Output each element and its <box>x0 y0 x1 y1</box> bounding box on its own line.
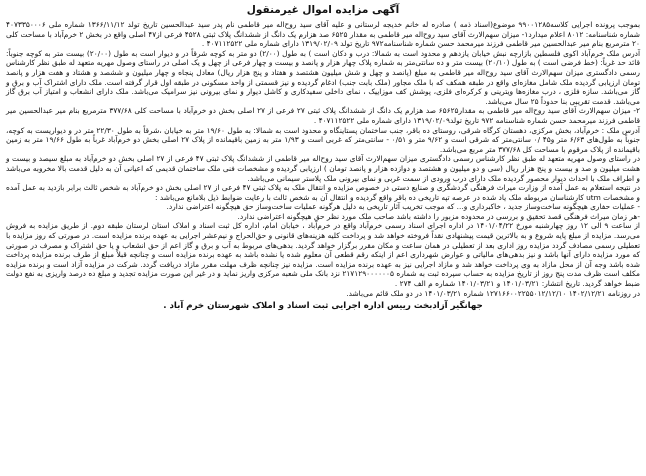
paragraph-4: آدرس ملک : خرم‌آباد، بخش مرکزی، دهستان کرگاه شرقی، روستای ده باقر، جنب ساختمان پستاینگاه و محدود است به شمالا: به طول ۱۹/۶۰ متر به خیابان ،شرقاً به طول ۲۲/۳۰ متر در و دیواریست به کوچه، جنوباً به طول‌های ۶/۶۳ متر و۴۵ /۰ سانتی‌متر که شرقی است و ۹/۶۲ متر و ۰/۵۱ - سانتی‌متر که غربی است و ۱/۹۳ متر به زمین باقیمانده از پلاک ۲۷ اصلی بخش دو خرم‌آباد غرباً به طول ۱۹/۶۶ متر به زمین باقیمانده از پلاک مرقوم با مساحت کل ۳۷۷/۶۸ متر مربع می‌باشد. <box>6 125 641 154</box>
signature-line: جهانگیر آزادبخت رییس اداره اجرایی ثبت اسناد و املاک شهرستان خرم آباد . <box>163 301 483 312</box>
paragraph-1: بموجب پرونده اجرایی کلاسه۹۹۰۰۱۲۸۵ موضوع(اسناد ذمه ) صادره له خانم خدیجه لرستانی و علیه آقای سید روح‌اله میر قاطمی نام پدر سید عبدالحسین تاریخ تولد ۱۳۶۶/۱۱/۱۲ شماره ملی ۴۰۷۳۳۵۰۰۰۶ شماره شناسنامه: ۸۰۱۲ اعلام میدارد۱- میزان سهم‌الارث آقای سید روح‌اله میر قاطمی به مقدار ۶۵۲۵ صد هزارم یک دانگ از ششدانگ پلاک ثبتی ۴۵۲۸ فرعی از۴۷ اصلی واقع در بخش ۲ خرم‌آباد با مساحت کلی ۲۰ مترمربع بنام میر عبدالحسین میر قاطمی فرزند میرمحمد حسن شماره شناسنامه۹۷۲ تاریخ تولد ۱۳۱۹/۰۲/۰۹ دارای شماره ملی ۴۰۷۱۱۲۵۲۲ . <box>6 20 640 49</box>
paragraph-8: -هر زمان میراث فرهنگی قصد تحقیق و بررسی در محدوده مزبور را داشته باشد صاحب ملک مورد نظر حق هیچگونه اعتراضی ندارد. <box>237 211 640 221</box>
paragraph-3: ۲- میزان سهم‌الارث آقای سید روح‌اله میر قاطمی به مقدار۶۵۶۲۵ صد هزارم یک دانگ از ششدانگ پلاک ثبتی ۲۷ فرعی از ۲۷ اصلی بخش دو خرم‌آباد با مساحت کلی ۳۷۷/۶۸ مترمربع بنام میر عبدالحسین میر قاطمی فرزند میرمحمد حسن شماره شناسنامه ۹۷۲ تاریخ تولد۱۳۱۹/۰۲/۰۹ دارای شماره ملی ۴۰۷۱۱۲۵۲۲ . <box>6 106 640 125</box>
paragraph-5: در راستای وصول مهریه متعهد له طبق نظر کارشناس رسمی دادگستری میزان سهم‌الارث آقای سید روح‌اله میر قاطمی از ششدانگ پلاک ثبتی ۴۷ فرعی از ۲۷ اصلی بخش دو خرم‌آباد به مبلغ سیصد و بیست و هشت میلیون و صد و بیست و پنج هزار ریال (سی و دو میلیون و هشتصد و دوازده هزار و پانصد تومان ) ارزیابی گردیده و مشخصات فنی ملک ساختمان قدیمی که اعیانی آن به دلیل قدمت بالا مخروبه می‌باشد و اطراف ملک با احداث دیوار محصور گردیده ملک دارای درب ورودی از سمت غربی و نمای بیرونی ملک پلاستر سیمانی می‌باشد. <box>6 154 640 183</box>
paragraph-7: - عملیات حفاری هیچگونه ساخت‌وساز جدید ، خاکبرداری و... که موجب تخریب آثار تاریخی به دلیل هرگونه عملیات ساخت‌وساز حق هیچگونه اعتراضی ندارد. <box>166 202 640 212</box>
notice-body <box>6 20 640 298</box>
paragraph-6: در نتیجه استعلام به عمل آمده از وزارت میراث فرهنگی گردشگری و صنایع دستی در خصوص مزایده و انتقال ملک به پلاک ثبتی ۴۷ فرعی از ۲۷ اصلی بخش دو خرم‌آباد به شخص ثالث برابر بازدید به عمل آمده و مشخصات utm کارشناسان مربوطه ملک یاد شده در عرصه تپه تاریخی ده باقر واقع گردیده و انتقال آن به شخص ثالث با رعایت ضوابط ذیل بلامانع می‌باشد : <box>6 183 640 202</box>
paragraph-10: در روزنامه ۱۴۰۲/۱۲/۲۱ ۱۲۷۱۶۶۰۰۲۲۵۵۰۱۲/۱۲/۱۰ شماره ۱۴۰۱/۰۳/۲۱ در دو ملک قائم می‌باشد. <box>346 288 640 298</box>
paragraph-2: آدرس ملک خرم‌آباد اکوی فلسطین بازارچه نبش خیابان یازدهم و محدود است به شمالا: درب و دکان است ) به طول (۲/۰۰) دو متر به کوچه شرقاً در و دیوار است به طول (۲۰/۰۰) بیست متر به کوچه جنوباً: قائد حد غرباً: (خط فرضی است ) به طول (۲۰/۱۰) بیست متر و ده سانتی‌متر به شماره پلاک چهار هزار و پانصد و بیست و چهار فرعی از چهل و یک اصلی در راستای وصول مهریه متعهد له طبق نظر کارشناس رسمی دادگستری میزان سهم‌الارث آقای سید روح‌اله میر قاطمی به مبلغ (پانصد و چهل و شش میلیون هشتصد و هفتاد و پنج هزار ریال) معادل پنجاه و چهار میلیون و ششصد و هشتاد و هفت هزار و پانصد تومان ارزیابی گردیده ملک شامل مغازه‌ای واقع در طبقه همکف که با ملک مجاور (ملک بابت جنب) ادغام گردیده و نیز قسمتی از واحد مسکونی در طبقه اول قرار گرفته است. ملک دارای اشتراک آب و برق و گاز می‌باشد. سازه فلزی ، درب مغازه‌ها ویترینی و کرکره‌ای فلزی، پوشش کف موزاییک ، نمای داخلی سفیدکاری و کاشل دیوار و نمای بیرونی نیز سرامیک می‌باشد. ملک دارای انشعاب و امتیاز آب برق گاز می‌باشد. قدمت تقریبی بنا حدوداً ۲۵ سال می‌باشد. <box>6 48 641 106</box>
notice-title: آگهی مزایده اموال غیرمنقول <box>246 4 400 16</box>
paragraph-9: از ساعت ۹ الی ۱۲ روز چهارشنبه مورخ ۱۴۰۱/۰۴/۲۲ در اداره اجرای اسناد رسمی خرم‌آباد واقع در خرم‌آباد ، خیابان امام، اداره کل ثبت اسناد و املاک استان لرستان طبقه دوم. از طریق مزایده به فروش می‌رسد. مزایده از مبلغ پایه شروع و به بالاترین قیمت پیشنهادی نقداً فروخته خواهد شد و پرداخت کلیه هزینه‌های قانونی و حق‌الحراج و نیم‌عشر اجرایی به عهده برنده مزایده است. در صورتی که روز مزایده با تعطیلی رسمی مصادف گردد مزایده روز اداری بعد از تعطیلی در همان ساعت و مکان مقرر برگزار خواهد گردید. بدهی‌های مربوط به آب و برق و گاز اعم از حق انشعاب و یا حق اشتراک و مصرف در صورتی که مورد مزایده دارای آنها باشد و نیز بدهی‌های مالیاتی و عوارض شهرداری اعم از اینکه رقم قطعی آن معلوم شده یا نشده باشد به عهده برنده مزایده است و چنانچه قبلاً مبلغ از طرف برنده مزایده پرداخت شده باشد وجه آن از محل مازاد به وی پرداخت خواهد شد و مازاد اجرایی نیز به عهده برنده مزایده است. مزایده نیز چنانچه ظرف مهلت مقرر مازاد دریافت گردد. شرکت در مزایده آزاد است و برنده مزایده مکلف است ظرف مدت پنج روز از تاریخ مزایده به حساب سپرده ثبت به شماره ۲۱۷۱۲۹۰۰۰۰۰۰۵ نزد بانک ملی شعبه مرکزی واریز نماید و در غیر این صورت مزایده تجدید و مبلغ ده درصد واریزی به نفع دولت ضبط خواهد گردید. تاریخ انتشار: ۱۴۰۱/۰۳/۲۱ و ۱۴۰۱/۰۳/۲۱ شماره م الف ۲۷۴ . <box>6 221 640 289</box>
